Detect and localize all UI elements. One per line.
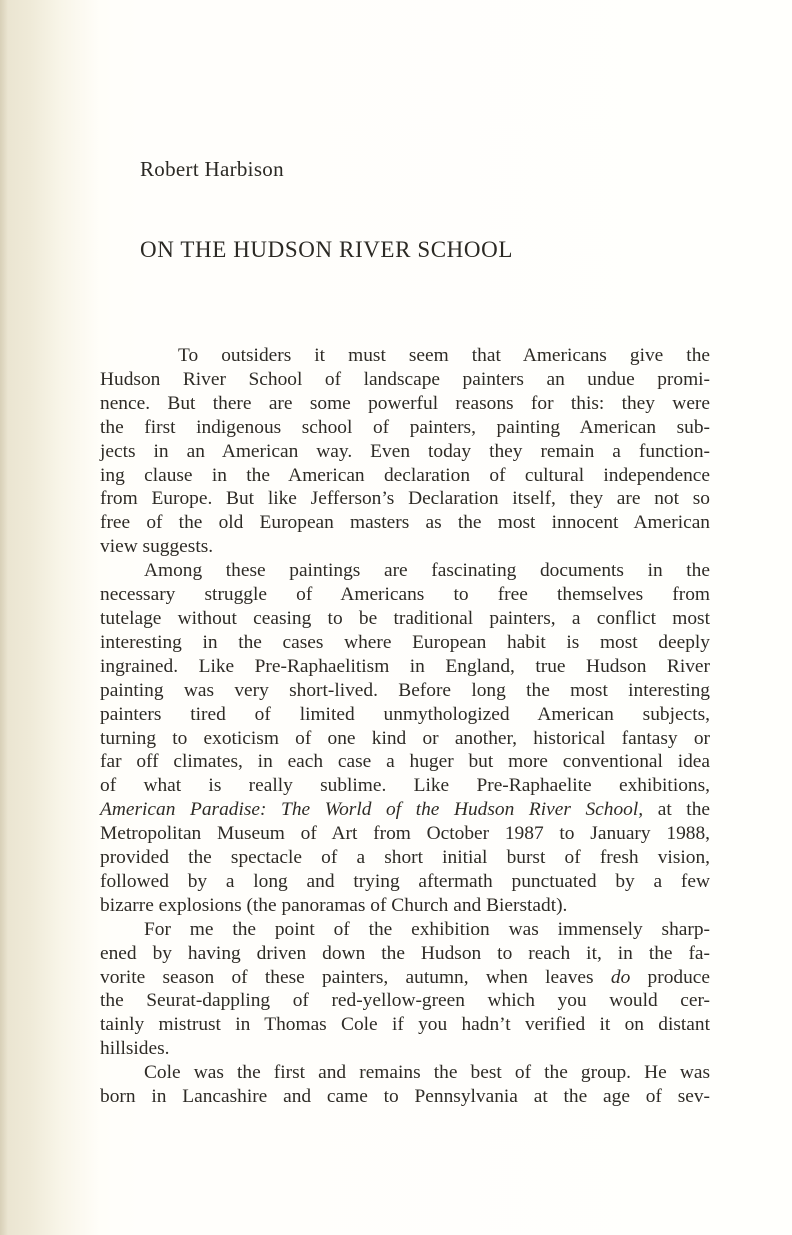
paragraph-2: [100, 559, 710, 918]
text-line: painters tired of limited unmythologized American subjects,: [100, 703, 710, 725]
author-name: Robert Harbison: [140, 157, 284, 181]
text-line: Cole was the first and remains the best of the group. He was: [144, 1062, 710, 1084]
text-line: of what is really sublime. Like Pre-Raphaelite exhibitions,: [100, 775, 710, 797]
text-line: tutelage without ceasing to be traditional painters, a conflict most: [100, 607, 710, 629]
text-fragment: vorite season of these painters, autumn, when leaves: [100, 966, 611, 988]
text-line-with-italic-title: [100, 798, 710, 822]
text-line: provided the spectacle of a short initial burst of fresh vision,: [100, 847, 710, 869]
text-line: For me the point of the exhibition was immensely sharp-: [144, 918, 710, 940]
text-line: hillsides.: [100, 1038, 170, 1060]
text-line: Among these paintings are fascinating documents in the: [144, 560, 710, 582]
text-line: tainly mistrust in Thomas Cole if you hadn’t verified it on distant: [100, 1014, 710, 1036]
text-line: ingrained. Like Pre-Raphaelitism in England, true Hudson River: [100, 655, 710, 677]
text-line: ened by having driven down the Hudson to reach it, in the fa-: [100, 942, 710, 964]
text-line: from Europe. But like Jefferson’s Declaration itself, they are not so: [100, 488, 710, 510]
emphasis-italic: do: [610, 966, 631, 988]
text-line: Hudson River School of landscape painters an undue promi-: [100, 368, 710, 390]
text-line: jects in an American way. Even today they remain a function-: [100, 440, 710, 462]
text-line: interesting in the cases where European habit is most deeply: [100, 631, 710, 653]
text-line: Metropolitan Museum of Art from October 1987 to January 1988,: [100, 823, 710, 845]
text-line: the Seurat-dappling of red-yellow-green which you would cer-: [100, 990, 710, 1012]
article-title: ON THE HUDSON RIVER SCHOOL: [140, 237, 513, 262]
text-line: the first indigenous school of painters, painting American sub-: [100, 416, 710, 438]
text-line-with-italic-word: [100, 966, 710, 990]
text-line: far off climates, in each case a huger but more conventional idea: [100, 751, 710, 773]
text-line: To outsiders it must seem that Americans give the: [178, 345, 710, 366]
article-body: [100, 344, 710, 1109]
text-fragment: at the: [643, 799, 710, 821]
text-line: ing clause in the American declaration of cultural independence: [100, 464, 710, 486]
page-binding-shadow: [0, 0, 8, 1235]
text-line: free of the old European masters as the most innocent American: [100, 512, 710, 534]
paragraph-3: [100, 918, 710, 1061]
text-line: born in Lancashire and came to Pennsylvania at the age of sev-: [100, 1086, 710, 1108]
text-line: followed by a long and trying aftermath punctuated by a few: [100, 870, 710, 892]
paragraph-4: [100, 1061, 710, 1109]
text-line: bizarre explosions (the panoramas of Church and Bierstadt).: [100, 894, 568, 916]
text-line: nence. But there are some powerful reasons for this: they were: [100, 392, 710, 414]
text-line: turning to exoticism of one kind or another, historical fantasy or: [100, 727, 710, 749]
text-fragment: produce: [630, 966, 710, 988]
text-line: view suggests.: [100, 536, 214, 558]
text-line: painting was very short-lived. Before long the most interesting: [100, 679, 710, 701]
exhibition-title-italic: American Paradise: The World of the Hudson River School,: [100, 799, 644, 821]
paragraph-1: [100, 344, 710, 559]
text-line: necessary struggle of Americans to free themselves from: [100, 584, 710, 606]
